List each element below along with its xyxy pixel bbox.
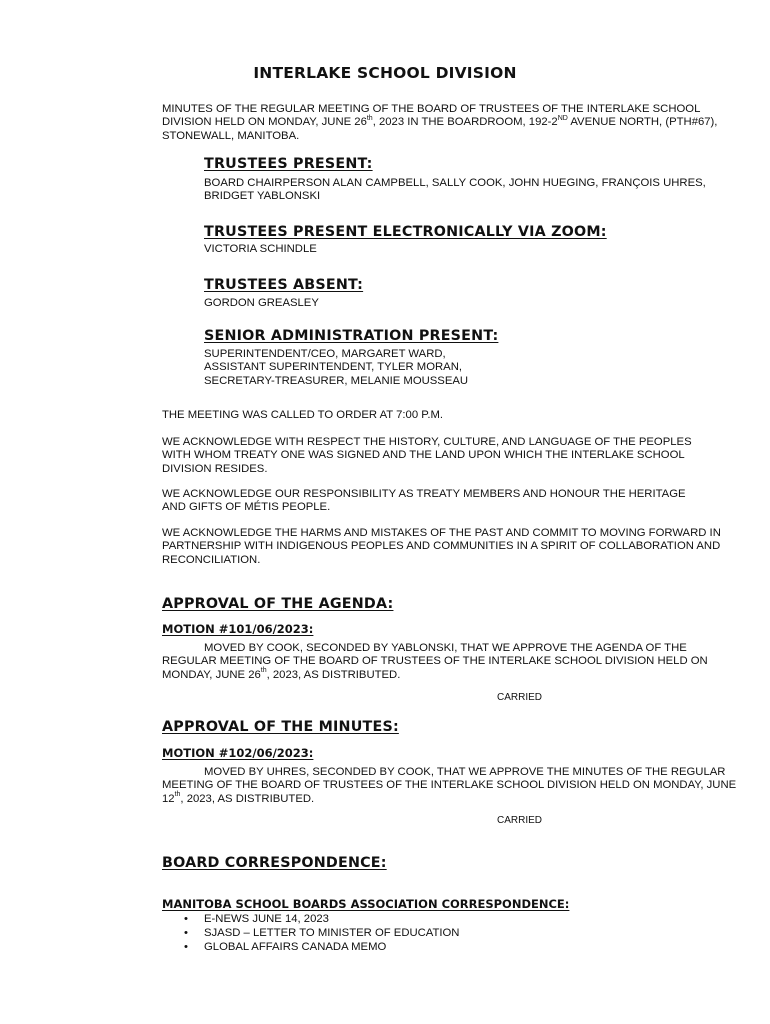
acknowledgement-reconciliation: WE ACKNOWLEDGE THE HARMS AND MISTAKES OF THE PAST AND COMMIT TO MOVING FORWARD IN PARTNERSHIP WITH INDIGENOUS PEOPLES AND COMMUNITIES IN A SPIRIT OF COLLABORATION AND RECONCILIATION.: [162, 527, 721, 566]
trustees-absent-list: GORDON GREASLEY: [204, 297, 319, 309]
agenda-sup-th: th: [260, 666, 267, 674]
agenda-motion-text: [162, 642, 737, 682]
senior-admin-list: [204, 348, 468, 388]
intro-sup-th: th: [366, 114, 373, 122]
minutes-motion-result: CARRIED: [497, 815, 543, 826]
senior-admin-line: SUPERINTENDENT/CEO, MARGARET WARD,: [204, 348, 446, 360]
minutes-motion-text-a: MOVED BY UHRES, SECONDED BY COOK, THAT WE APPROVE THE MINUTES OF THE REGULAR MEETING OF THE BOARD OF TRUSTEES OF THE INTERLAKE SCHOOL DIVISION HELD ON MONDAY, JUNE 12: [162, 766, 737, 805]
minutes-sup-th: th: [174, 790, 181, 798]
agenda-heading: APPROVAL OF THE AGENDA:: [162, 596, 394, 612]
list-item-text: E-NEWS JUNE 14, 2023: [204, 913, 329, 925]
list-item: [162, 912, 459, 926]
minutes-motion-text-b: , 2023, AS DISTRIBUTED.: [180, 792, 315, 805]
trustees-zoom-heading: TRUSTEES PRESENT ELECTRONICALLY VIA ZOOM:: [204, 224, 607, 240]
document-title: INTERLAKE SCHOOL DIVISION: [253, 64, 517, 82]
acknowledgement-metis: WE ACKNOWLEDGE OUR RESPONSIBILITY AS TREATY MEMBERS AND HONOUR THE HERITAGE AND GIFTS OF MÉTIS PEOPLE.: [162, 488, 686, 514]
senior-admin-line: ASSISTANT SUPERINTENDENT, TYLER MORAN,: [204, 361, 462, 374]
list-item: [162, 940, 459, 954]
correspondence-list: [162, 912, 459, 954]
trustees-absent-heading: TRUSTEES ABSENT:: [204, 277, 364, 293]
trustees-present-heading: TRUSTEES PRESENT:: [204, 156, 373, 172]
minutes-heading: APPROVAL OF THE MINUTES:: [162, 719, 399, 735]
msba-correspondence-heading: MANITOBA SCHOOL BOARDS ASSOCIATION CORRESPONDENCE:: [162, 897, 570, 911]
intro-paragraph: [162, 103, 752, 143]
minutes-motion-number: MOTION #102/06/2023:: [162, 746, 314, 760]
agenda-motion-result: CARRIED: [497, 692, 543, 703]
bullet-icon: •: [184, 941, 188, 953]
list-item-text: SJASD – LETTER TO MINISTER OF EDUCATION: [204, 927, 460, 939]
intro-sup-nd: ND: [557, 114, 568, 122]
intro-text-c: AVENUE NORTH, (PTH#67), STONEWALL, MANITOBA.: [162, 116, 718, 142]
senior-admin-line: SECRETARY-TREASURER, MELANIE MOUSSEAU: [204, 374, 469, 387]
correspondence-heading: BOARD CORRESPONDENCE:: [162, 855, 387, 871]
agenda-motion-number: MOTION #101/06/2023:: [162, 622, 314, 636]
intro-text-a: MINUTES OF THE REGULAR MEETING OF THE BOARD OF TRUSTEES OF THE INTERLAKE SCHOOL DIVISION HELD ON MONDAY, JUNE 26: [162, 103, 700, 129]
senior-admin-heading: SENIOR ADMINISTRATION PRESENT:: [204, 328, 499, 344]
bullet-icon: •: [184, 913, 188, 925]
agenda-motion-text-a: MOVED BY COOK, SECONDED BY YABLONSKI, THAT WE APPROVE THE AGENDA OF THE REGULAR MEETING OF THE BOARD OF TRUSTEES OF THE INTERLAKE SCHOOL DIVISION HELD ON MONDAY, JUNE 26: [162, 642, 708, 681]
intro-text-b: , 2023 IN THE BOARDROOM, 192-2: [372, 116, 558, 129]
acknowledgement-treaty-one: WE ACKNOWLEDGE WITH RESPECT THE HISTORY, CULTURE, AND LANGUAGE OF THE PEOPLES WITH WHOM TREATY ONE WAS SIGNED AND THE LAND UPON WHICH THE INTERLAKE SCHOOL DIVISION RESIDES.: [162, 436, 692, 475]
agenda-motion-text-b: , 2023, AS DISTRIBUTED.: [266, 668, 401, 681]
list-item: [162, 926, 459, 940]
called-to-order-text: THE MEETING WAS CALLED TO ORDER AT 7:00 P.M.: [162, 409, 444, 421]
trustees-zoom-list: VICTORIA SCHINDLE: [204, 243, 317, 255]
minutes-motion-text: [162, 766, 742, 806]
bullet-icon: •: [184, 927, 188, 939]
trustees-present-list: BOARD CHAIRPERSON ALAN CAMPBELL, SALLY COOK, JOHN HUEGING, FRANÇOIS UHRES, BRIDGET YABLONSKI: [204, 177, 706, 203]
list-item-text: GLOBAL AFFAIRS CANADA MEMO: [204, 941, 387, 953]
